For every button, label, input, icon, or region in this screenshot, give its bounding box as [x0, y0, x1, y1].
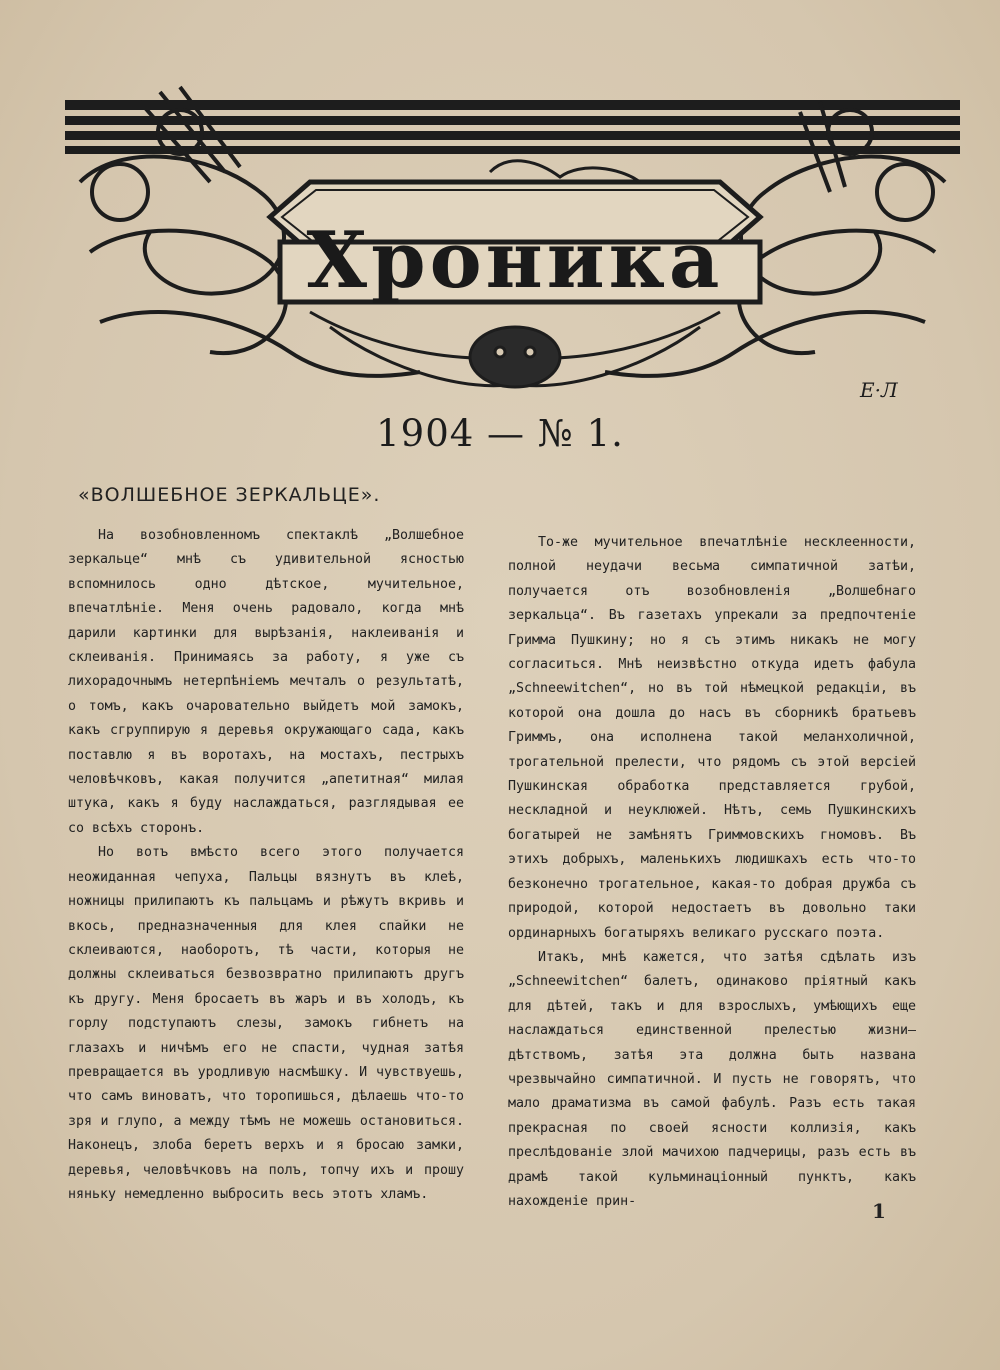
article-title: «ВОЛШЕБНОЕ ЗЕРКАЛЬЦЕ». [78, 484, 381, 506]
right-paragraph-1: То-же мучительное впечатлѣніе несклеенности, полной неудачи весьма симпатичной затѣи, получается отъ возобновленія „Волшебнаго зеркальца“. Въ газетахъ упрекали за предпочтеніе Гримма Пушкину; но я съ этимъ никакъ не могу согласиться. Мнѣ неизвѣстно откуда идетъ фабула „Schneewitchen“, но въ той нѣмецкой редакціи, въ которой она дошла до насъ въ сборникѣ братьевъ Гриммъ, она исполнена такой меланхоличной, трогательной прелести, что рядомъ съ этой версіей Пушкинская обработка представляется грубой, нескладной и неуклюжей. Нѣтъ, семь Пушкинскихъ богатырей не замѣнятъ Гриммовскихъ гномовъ. Въ этихъ добрыхъ, маленькихъ людишкахъ есть что-то безконечно трогательное, какая-то добрая дружба съ природой, которой недостаетъ въ довольно таки ординарныхъ богатыряхъ великаго русскаго поэта. [508, 535, 916, 941]
masthead-ornament [60, 72, 965, 412]
issue-line: 1904 — № 1. [376, 412, 624, 455]
left-column [68, 524, 464, 1207]
masthead-title: Хроника [306, 215, 724, 306]
page-number: 1 [872, 1199, 886, 1223]
left-paragraph-2: Но вотъ вмѣсто всего этого получается неожиданная чепуха, Пальцы вязнутъ въ клеѣ, ножницы прилипаютъ къ пальцамъ и рѣжутъ вкривь и вкось, предназначенныя для клея спайки не склеиваются, наоборотъ, тѣ части, которыя не должны склеиваться безвозвратно прилипаютъ другъ къ другу. Меня бросаетъ въ жаръ и въ холодъ, къ горлу подступаютъ слезы, замокъ гибнетъ на глазахъ и ничѣмъ его не спасти, чудная затѣя превращается въ уродливую насмѣшку. И чувствуешь, что самъ виноватъ, что торопишься, дѣлаешь что-то зря и глупо, а между тѣмъ не можешь остановиться. Наконецъ, злоба беретъ верхъ и я бросаю замки, деревья, человѣчковъ на полъ, топчу ихъ и прошу няньку немедленно выбросить весь этотъ хламъ. [68, 845, 464, 1202]
artist-signature: Е·Л [860, 378, 898, 402]
right-paragraph-2: Итакъ, мнѣ кажется, что затѣя сдѣлать изъ „Schneewitchen“ балетъ, одинаково пріятный какъ для дѣтей, такъ и для взрослыхъ, умѣющихъ еще наслаждаться единственной прелестью жизни—дѣтствомъ, затѣя эта должна быть названа чрезвычайно симпатичной. И пусть не говорятъ, что мало драматизма въ самой фабулѣ. Разъ есть такая прекрасная по своей ясности коллизія, какъ преслѣдованіе злой мачихою падчерицы, разъ есть въ драмѣ такой кульминаціонный пунктъ, какъ нахожденіе прин- [508, 949, 916, 1209]
left-paragraph-1: На возобновленномъ спектаклѣ „Волшебное зеркальце“ мнѣ съ удивительной ясностью вспомнилось одно дѣтское, мучительное, впечатлѣніе. Меня очень радовало, когда мнѣ дарили картинки для вырѣзанія, наклеиванія и склеиванія. Принимаясь за работу, я уже съ лихорадочнымъ нетерпѣніемъ мечталъ о результатѣ, о томъ, какъ очаровательно выйдетъ мой замокъ, какъ сгруппирую я деревья окружающаго сада, какъ поставлю я въ воротахъ, на мостахъ, пестрыхъ человѣчковъ, какая получится „апетитная“ милая штука, какъ я буду наслаждаться, разглядывая ее со всѣхъ сторонъ. [68, 528, 464, 836]
right-column [508, 531, 916, 1214]
